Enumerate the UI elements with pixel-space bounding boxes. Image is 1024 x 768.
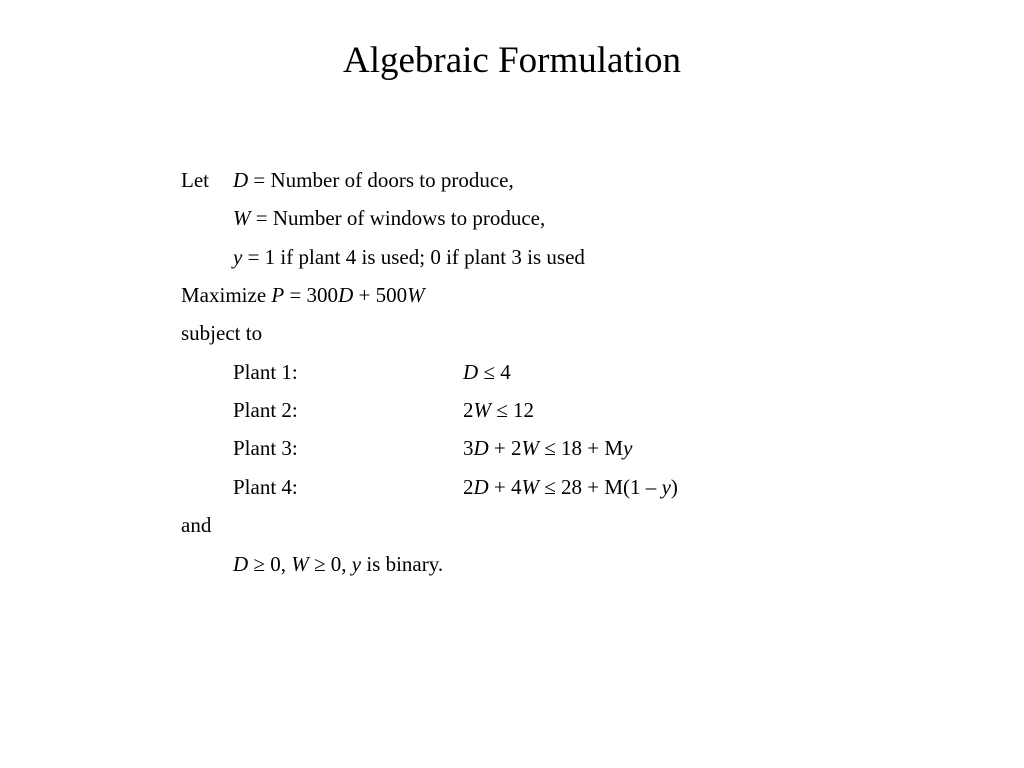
definition-y: [233, 244, 585, 270]
var-d: D: [473, 475, 489, 499]
var-w: W: [521, 436, 540, 460]
var-w: W: [291, 552, 309, 576]
definition-w: [233, 205, 545, 231]
constraint-label: Plant 3:: [233, 436, 298, 460]
objective: [181, 282, 425, 308]
var-w: W: [233, 206, 251, 230]
definition-d-text: = Number of doors to produce,: [248, 168, 514, 192]
var-y: y: [233, 245, 243, 269]
definition-y-text: = 1 if plant 4 is used; 0 if plant 3 is used: [242, 245, 585, 269]
nonneg-w-rest: ≥ 0,: [308, 552, 352, 576]
constraint-expression: [463, 474, 678, 500]
nonnegativity-expression: [233, 551, 443, 577]
maximize-label: Maximize: [181, 283, 272, 307]
var-d: D: [473, 436, 489, 460]
var-y: y: [623, 436, 633, 460]
constraint-label: Plant 4:: [233, 475, 298, 499]
constraint-rhs: ≤ 12: [491, 398, 535, 422]
constraint-label: Plant 1:: [233, 360, 298, 384]
constraint-rhs: ≤ 4: [478, 360, 511, 384]
plus-coef: + 4: [488, 475, 522, 499]
close-paren: ): [670, 475, 678, 499]
nonneg-d-rest: ≥ 0,: [248, 552, 292, 576]
objective-plus: + 500: [353, 283, 408, 307]
constraint-rhs: ≤ 28 + M(1 –: [539, 475, 662, 499]
coef: 2: [463, 398, 474, 422]
constraint-rhs: ≤ 18 + M: [539, 436, 624, 460]
var-d: D: [233, 168, 249, 192]
constraint-expression: [463, 359, 511, 385]
constraint-expression: [463, 397, 534, 423]
var-d: D: [233, 552, 249, 576]
var-y: y: [351, 552, 362, 576]
var-w: W: [407, 283, 425, 307]
var-w: W: [473, 398, 491, 422]
slide-title: Algebraic Formulation: [342, 40, 682, 81]
var-d: D: [463, 360, 479, 384]
let-label: Let: [181, 168, 209, 192]
constraint-expression: [463, 435, 632, 461]
definition-d: [233, 167, 514, 193]
var-d: D: [338, 283, 354, 307]
var-w: W: [521, 475, 540, 499]
and-label: and: [181, 513, 212, 537]
var-p: P: [271, 283, 285, 307]
nonneg-y-rest: is binary.: [361, 552, 444, 576]
subject-to-label: subject to: [181, 321, 263, 345]
coef: 2: [463, 475, 474, 499]
definition-w-text: = Number of windows to produce,: [250, 206, 546, 230]
objective-eq: = 300: [284, 283, 339, 307]
plus-coef: + 2: [488, 436, 522, 460]
constraint-label: Plant 2:: [233, 398, 298, 422]
coef: 3: [463, 436, 474, 460]
var-y: y: [661, 475, 671, 499]
